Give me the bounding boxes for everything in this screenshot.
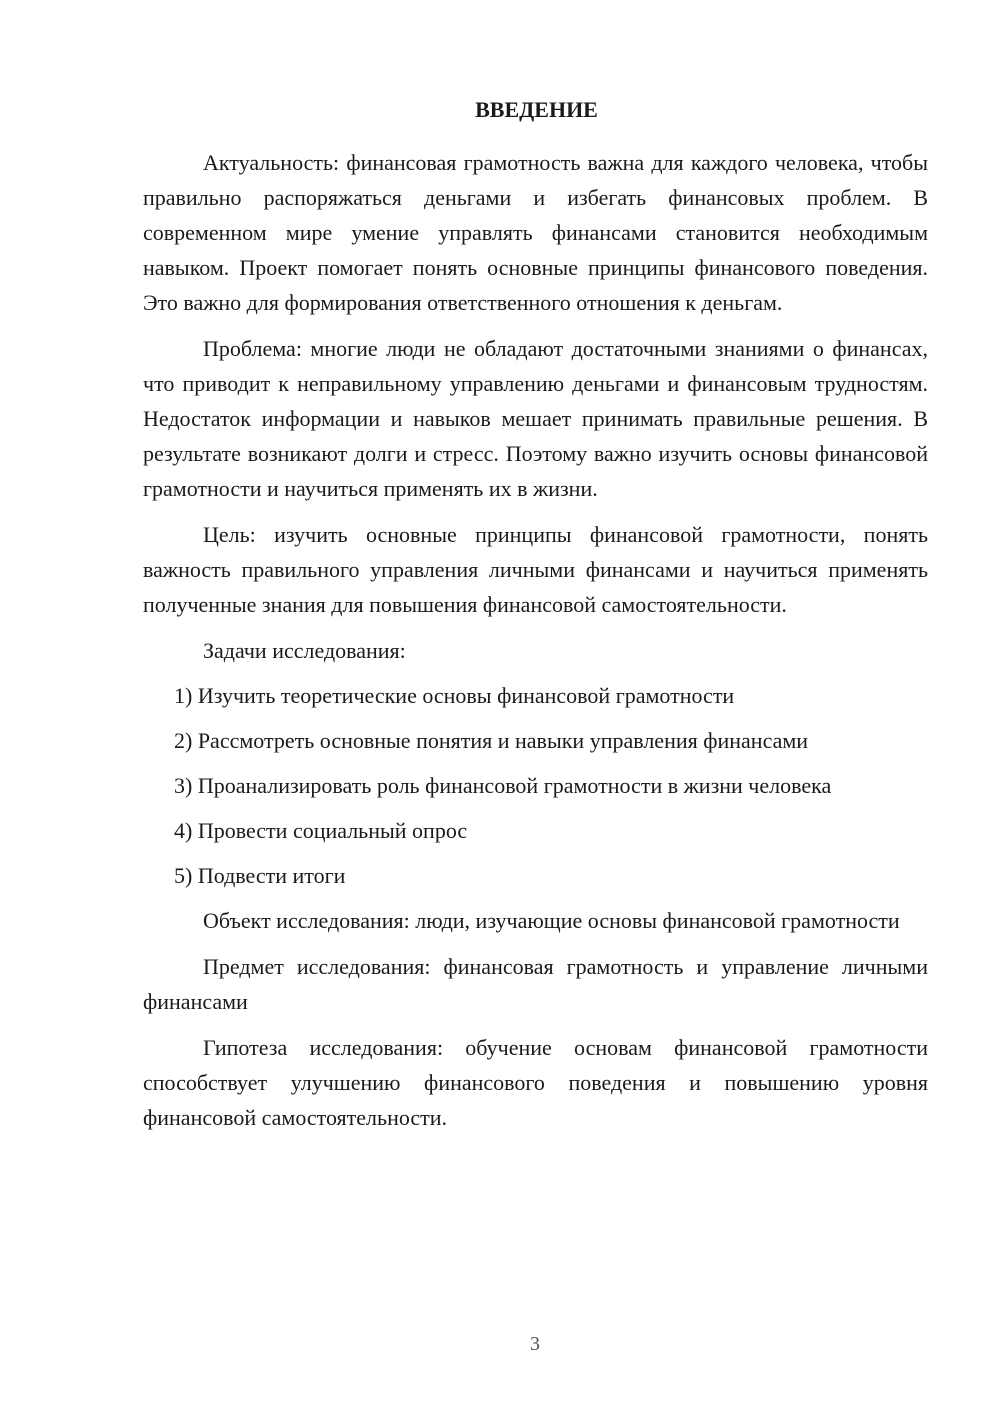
task-item: 2) Рассмотреть основные понятия и навыки управления финансами: [174, 728, 809, 753]
task-item: 1) Изучить теоретические основы финансовой грамотности: [174, 683, 735, 708]
tasks-title: Задачи исследования:: [203, 638, 406, 663]
page-number: 3: [530, 1333, 540, 1355]
relevance-paragraph: Актуальность: финансовая грамотность важна для каждого человека, чтобы правильно распоряжаться деньгами и избегать финансовых проблем. В современном мире умение управлять финансами становится необходимым навыком. Проект помогает понять основные принципы финансового поведения. Это важно для формирования ответственного отношения к деньгам.: [143, 150, 928, 315]
task-item: 4) Провести социальный опрос: [174, 818, 468, 843]
section-heading: ВВЕДЕНИЕ: [475, 97, 598, 122]
document-page: [143, 95, 928, 1146]
goal-paragraph: Цель: изучить основные принципы финансовой грамотности, понять важность правильного управления личными финансами и научиться применять полученные знания для повышения финансовой самостоятельности.: [143, 522, 928, 617]
problem-paragraph: Проблема: многие люди не обладают достаточными знаниями о финансах, что приводит к неправильному управлению деньгами и финансовым трудностям. Недостаток информации и навыков мешает принимать правильные решения. В результате возникают долги и стресс. Поэтому важно изучить основы финансовой грамотности и научиться применять их в жизни.: [143, 336, 928, 501]
task-item: 5) Подвести итоги: [174, 863, 346, 888]
object-paragraph: Объект исследования: люди, изучающие основы финансовой грамотности: [203, 908, 900, 933]
hypothesis-paragraph: Гипотеза исследования: обучение основам финансовой грамотности способствует улучшению финансового поведения и повышению уровня финансовой самостоятельности.: [143, 1035, 928, 1130]
task-item: 3) Проанализировать роль финансовой грамотности в жизни человека: [174, 773, 832, 798]
subject-paragraph: Предмет исследования: финансовая грамотность и управление личными финансами: [143, 954, 928, 1014]
